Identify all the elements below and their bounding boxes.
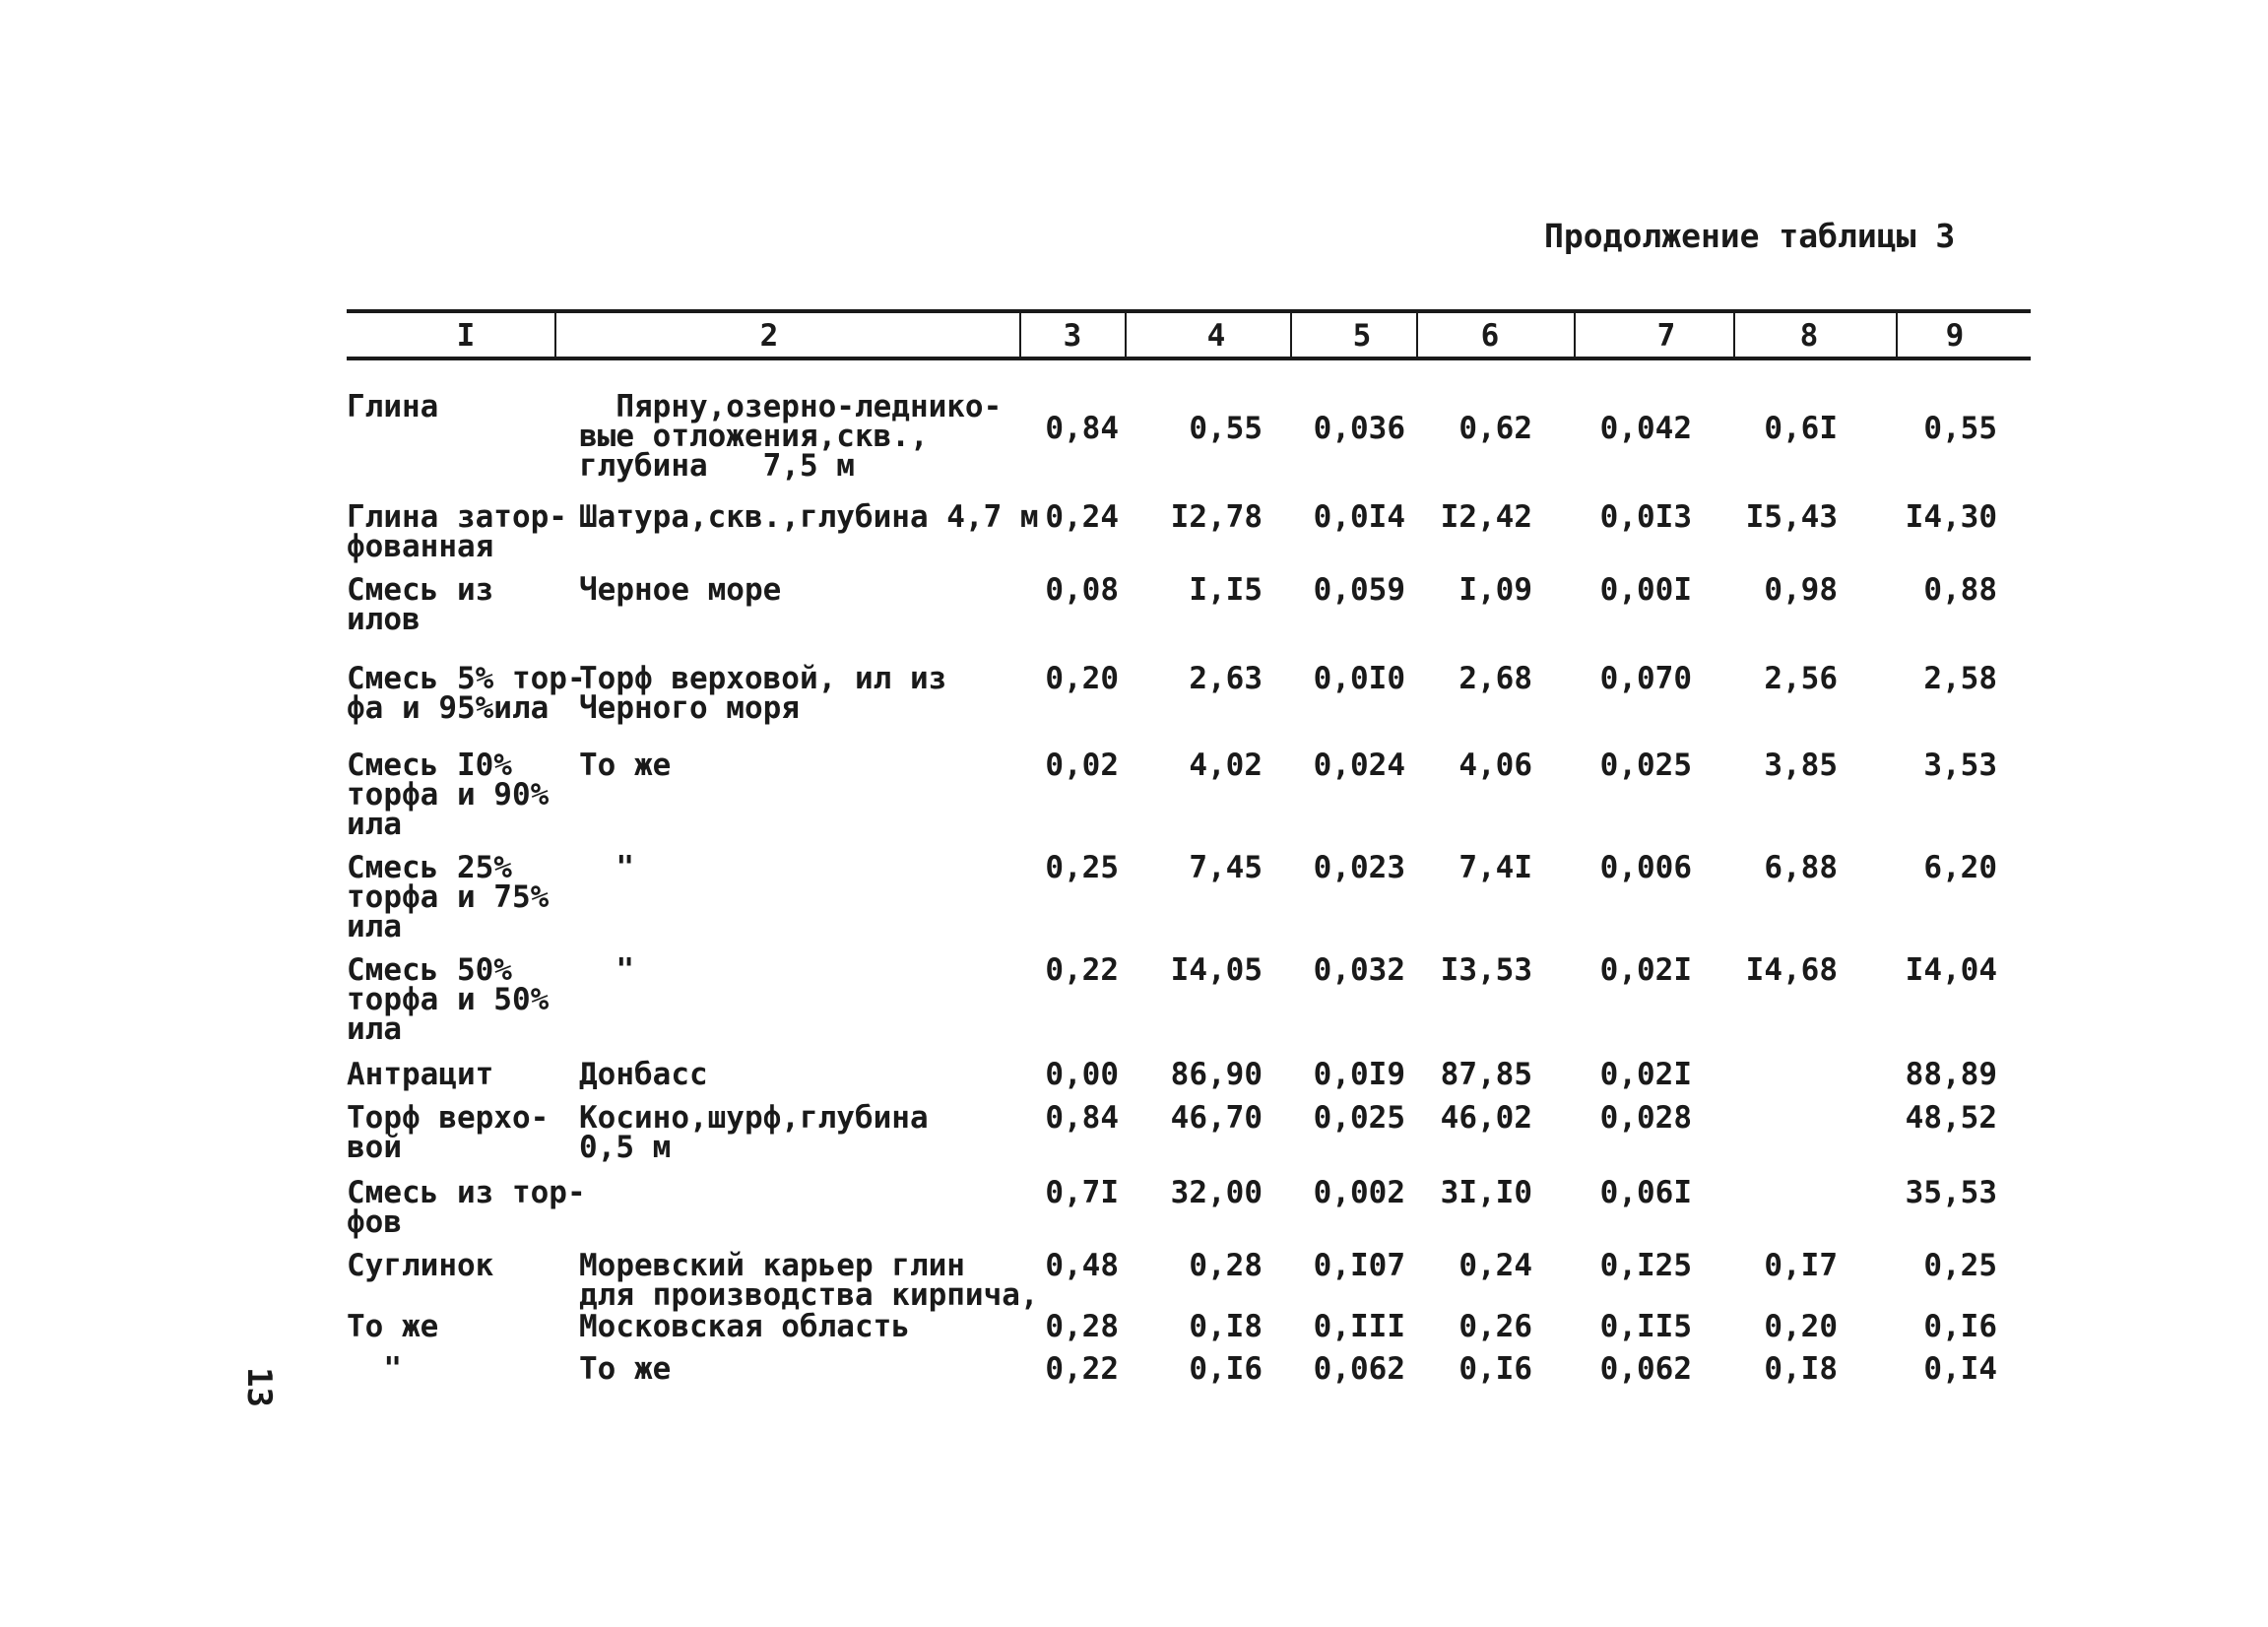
- column-divider: [554, 313, 556, 357]
- value-cell-col6: 0,24: [1458, 1248, 1532, 1283]
- header-bottom-rule: [347, 357, 2031, 360]
- value-cell-col6: 87,85: [1440, 1057, 1532, 1092]
- column-divider: [1574, 313, 1576, 357]
- column-divider: [1896, 313, 1898, 357]
- value-cell-col6: 0,26: [1458, 1309, 1532, 1344]
- value-cell-col3: 0,84: [1045, 411, 1119, 446]
- material-cell: Глина: [347, 389, 439, 424]
- value-cell-col8: 6,88: [1764, 850, 1838, 885]
- value-cell-col4: 86,90: [1170, 1057, 1263, 1092]
- material-cell: Смесь 5% тор- фа и 95%ила: [347, 661, 586, 726]
- value-cell-col8: 0,I8: [1764, 1351, 1838, 1387]
- value-cell-col9: 0,55: [1923, 411, 1997, 446]
- value-cell-col4: 2,63: [1189, 661, 1263, 696]
- value-cell-col9: 0,88: [1923, 572, 1997, 608]
- value-cell-col9: 3,53: [1923, 748, 1997, 783]
- value-cell-col5: 0,062: [1313, 1351, 1405, 1387]
- value-cell-col5: 0,059: [1313, 572, 1405, 608]
- material-cell: Смесь 25% торфа и 75% ила: [347, 850, 550, 944]
- material-cell: Глина затор- фованная: [347, 499, 567, 564]
- column-divider: [1290, 313, 1292, 357]
- column-number-9: 9: [1945, 318, 1965, 354]
- value-cell-col3: 0,22: [1045, 952, 1119, 988]
- location-cell: Пярну,озерно-леднико- вые отложения,скв., глубина 7,5 м: [579, 389, 1003, 484]
- value-cell-col9: I4,30: [1905, 499, 1997, 535]
- material-cell: Торф верхо- вой: [347, 1100, 550, 1165]
- value-cell-col8: I5,43: [1745, 499, 1838, 535]
- value-cell-col9: 0,25: [1923, 1248, 1997, 1283]
- column-number-3: 3: [1063, 318, 1082, 354]
- value-cell-col7: 0,062: [1599, 1351, 1692, 1387]
- value-cell-col3: 0,20: [1045, 661, 1119, 696]
- value-cell-col8: 0,98: [1764, 572, 1838, 608]
- value-cell-col4: I,I5: [1189, 572, 1263, 608]
- value-cell-col7: 0,06I: [1599, 1175, 1692, 1210]
- value-cell-col9: 48,52: [1905, 1100, 1997, 1136]
- value-cell-col4: 0,I8: [1189, 1309, 1263, 1344]
- location-cell: Шатура,скв.,глубина 4,7 м: [579, 499, 1039, 535]
- value-cell-col5: 0,0I0: [1313, 661, 1405, 696]
- value-cell-col7: 0,042: [1599, 411, 1692, 446]
- value-cell-col4: 0,I6: [1189, 1351, 1263, 1387]
- value-cell-col3: 0,84: [1045, 1100, 1119, 1136]
- value-cell-col7: 0,02I: [1599, 952, 1692, 988]
- value-cell-col9: I4,04: [1905, 952, 1997, 988]
- material-cell: Смесь из илов: [347, 572, 494, 637]
- value-cell-col7: 0,02I: [1599, 1057, 1692, 1092]
- value-cell-col7: 0,0I3: [1599, 499, 1692, 535]
- value-cell-col7: 0,070: [1599, 661, 1692, 696]
- location-cell: Московская область: [579, 1309, 910, 1344]
- value-cell-col3: 0,25: [1045, 850, 1119, 885]
- value-cell-col3: 0,7I: [1045, 1175, 1119, 1210]
- column-number-8: 8: [1799, 318, 1819, 354]
- value-cell-col8: 2,56: [1764, 661, 1838, 696]
- location-cell: То же: [579, 1351, 672, 1387]
- value-cell-col7: 0,00I: [1599, 572, 1692, 608]
- value-cell-col6: I3,53: [1440, 952, 1532, 988]
- column-number-5: 5: [1352, 318, 1372, 354]
- value-cell-col4: 32,00: [1170, 1175, 1263, 1210]
- value-cell-col5: 0,032: [1313, 952, 1405, 988]
- location-cell: Торф верховой, ил из Черного моря: [579, 661, 947, 726]
- material-cell: ": [347, 1351, 402, 1387]
- value-cell-col9: 88,89: [1905, 1057, 1997, 1092]
- value-cell-col8: 0,20: [1764, 1309, 1838, 1344]
- material-cell: Смесь 50% торфа и 50% ила: [347, 952, 550, 1047]
- value-cell-col4: I4,05: [1170, 952, 1263, 988]
- table-caption: Продолжение таблицы 3: [1544, 217, 1956, 255]
- material-cell: Суглинок: [347, 1248, 494, 1283]
- value-cell-col4: 0,55: [1189, 411, 1263, 446]
- value-cell-col3: 0,08: [1045, 572, 1119, 608]
- value-cell-col8: 0,I7: [1764, 1248, 1838, 1283]
- value-cell-col5: 0,0I9: [1313, 1057, 1405, 1092]
- value-cell-col5: 0,III: [1313, 1309, 1405, 1344]
- value-cell-col3: 0,28: [1045, 1309, 1119, 1344]
- column-divider: [1019, 313, 1021, 357]
- value-cell-col3: 0,22: [1045, 1351, 1119, 1387]
- value-cell-col7: 0,025: [1599, 748, 1692, 783]
- value-cell-col4: 4,02: [1189, 748, 1263, 783]
- value-cell-col5: 0,024: [1313, 748, 1405, 783]
- value-cell-col8: I4,68: [1745, 952, 1838, 988]
- value-cell-col3: 0,24: [1045, 499, 1119, 535]
- value-cell-col5: 0,036: [1313, 411, 1405, 446]
- value-cell-col9: 0,I6: [1923, 1309, 1997, 1344]
- location-cell: Моревский карьер глин для производства кирпича,: [579, 1248, 1039, 1313]
- value-cell-col4: 0,28: [1189, 1248, 1263, 1283]
- material-cell: Смесь из тор- фов: [347, 1175, 586, 1240]
- value-cell-col5: 0,0I4: [1313, 499, 1405, 535]
- value-cell-col6: I2,42: [1440, 499, 1532, 535]
- location-cell: Косино,шурф,глубина 0,5 м: [579, 1100, 929, 1165]
- value-cell-col9: 35,53: [1905, 1175, 1997, 1210]
- location-cell: ": [579, 850, 634, 885]
- value-cell-col7: 0,II5: [1599, 1309, 1692, 1344]
- material-cell: Антрацит: [347, 1057, 494, 1092]
- value-cell-col5: 0,I07: [1313, 1248, 1405, 1283]
- header-top-rule: [347, 309, 2031, 313]
- material-cell: Смесь I0% торфа и 90% ила: [347, 748, 550, 842]
- location-cell: ": [579, 952, 634, 988]
- value-cell-col9: 6,20: [1923, 850, 1997, 885]
- value-cell-col4: 7,45: [1189, 850, 1263, 885]
- location-cell: То же: [579, 748, 672, 783]
- column-number-2: 2: [759, 318, 779, 354]
- column-divider: [1125, 313, 1127, 357]
- location-cell: Черное море: [579, 572, 782, 608]
- value-cell-col6: 0,I6: [1458, 1351, 1532, 1387]
- value-cell-col7: 0,028: [1599, 1100, 1692, 1136]
- value-cell-col6: 0,62: [1458, 411, 1532, 446]
- value-cell-col5: 0,023: [1313, 850, 1405, 885]
- column-number-6: 6: [1480, 318, 1500, 354]
- value-cell-col4: I2,78: [1170, 499, 1263, 535]
- value-cell-col9: 2,58: [1923, 661, 1997, 696]
- column-divider: [1733, 313, 1735, 357]
- value-cell-col6: I,09: [1458, 572, 1532, 608]
- value-cell-col9: 0,I4: [1923, 1351, 1997, 1387]
- value-cell-col7: 0,006: [1599, 850, 1692, 885]
- column-divider: [1416, 313, 1418, 357]
- value-cell-col3: 0,02: [1045, 748, 1119, 783]
- value-cell-col6: 7,4I: [1458, 850, 1532, 885]
- page-number: 13: [239, 1367, 279, 1407]
- material-cell: То же: [347, 1309, 439, 1344]
- column-number-1: I: [456, 318, 476, 354]
- value-cell-col8: 3,85: [1764, 748, 1838, 783]
- value-cell-col4: 46,70: [1170, 1100, 1263, 1136]
- value-cell-col6: 4,06: [1458, 748, 1532, 783]
- location-cell: Донбасс: [579, 1057, 708, 1092]
- value-cell-col6: 3I,I0: [1440, 1175, 1532, 1210]
- value-cell-col6: 2,68: [1458, 661, 1532, 696]
- column-number-7: 7: [1656, 318, 1676, 354]
- value-cell-col3: 0,48: [1045, 1248, 1119, 1283]
- value-cell-col8: 0,6I: [1764, 411, 1838, 446]
- value-cell-col5: 0,002: [1313, 1175, 1405, 1210]
- value-cell-col7: 0,I25: [1599, 1248, 1692, 1283]
- value-cell-col3: 0,00: [1045, 1057, 1119, 1092]
- value-cell-col5: 0,025: [1313, 1100, 1405, 1136]
- column-number-4: 4: [1206, 318, 1226, 354]
- value-cell-col6: 46,02: [1440, 1100, 1532, 1136]
